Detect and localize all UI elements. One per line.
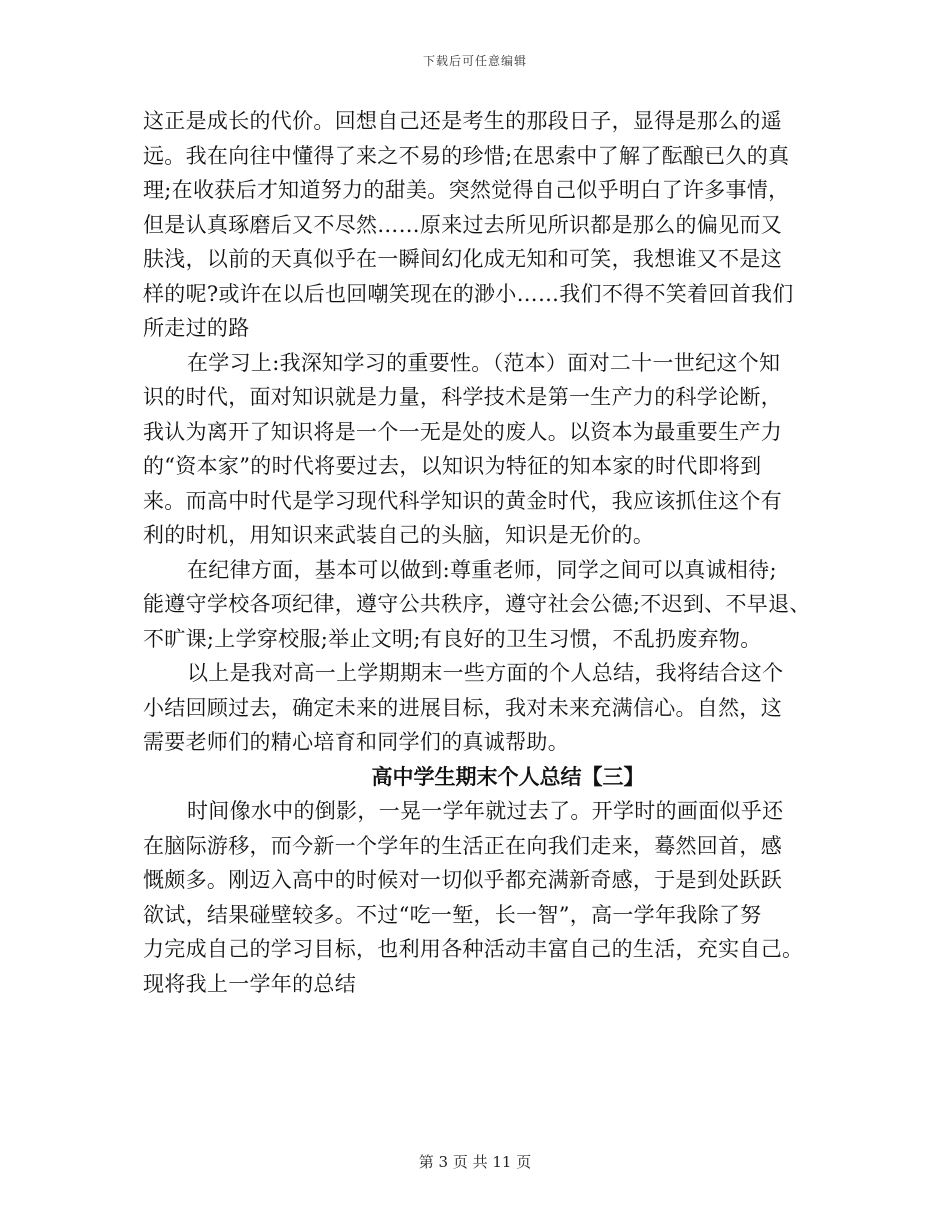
text-line: 以上是我对高一上学期期末一些方面的个人总结，我将结合这个 bbox=[187, 661, 784, 685]
text-line: 需要老师们的精心培育和同学们的真诚帮助。 bbox=[143, 730, 569, 754]
text-line: 在纪律方面，基本可以做到:尊重老师，同学之间可以真诚相待; bbox=[187, 557, 777, 582]
text-line: 的“资本家”的时代将要过去，以知识为特征的知本家的时代即将到 bbox=[143, 454, 762, 478]
text-line: 利的时机，用知识来武装自己的头脑，知识是无价的。 bbox=[143, 523, 655, 547]
text-line: 肤浅，以前的天真似乎在一瞬间幻化成无知和可笑，我想谁又不是这 bbox=[143, 247, 782, 271]
text-line: 能遵守学校各项纪律，遵守公共秩序，遵守社会公德;不迟到、不早退、 bbox=[143, 592, 811, 616]
text-line: 小结回顾过去，确定未来的进展目标，我对未来充满信心。自然，这 bbox=[143, 695, 782, 720]
page-header: 下载后可任意编辑 bbox=[422, 54, 527, 68]
text-line: 慨颇多。刚迈入高中的时候对一切似乎都充满新奇感，于是到处跃跃 bbox=[143, 868, 782, 892]
text-line: 欲试，结果碰壁较多。不过“吃一堑，长一智”，高一学年我除了努 bbox=[143, 902, 762, 927]
page-number-footer: 第 3 页 共 11 页 bbox=[418, 1153, 532, 1171]
text-line: 但是认真琢磨后又不尽然……原来过去所见所识都是那么的偏见而又 bbox=[143, 212, 782, 237]
text-line: 在学习上:我深知学习的重要性。（范本）面对二十一世纪这个知 bbox=[187, 350, 781, 375]
text-line: 远。我在向往中懂得了来之不易的珍惜;在思索中了解了酝酿已久的真 bbox=[143, 143, 790, 168]
text-line: 这正是成长的代价。回想自己还是考生的那段日子，显得是那么的遥 bbox=[143, 109, 782, 133]
document-body bbox=[143, 104, 833, 1001]
paragraph-discipline bbox=[143, 553, 833, 657]
paragraph-1 bbox=[143, 104, 833, 346]
text-line: 力完成自己的学习目标，也利用各种活动丰富自己的生活，充实自己。 bbox=[143, 937, 804, 961]
paragraph-conclusion bbox=[143, 656, 833, 760]
text-line: 在脑际游移，而今新一个学年的生活正在向我们走来，蓦然回首，感 bbox=[143, 833, 782, 858]
text-line: 所走过的路 bbox=[143, 316, 250, 340]
text-line: 现将我上一学年的总结 bbox=[143, 971, 356, 996]
text-line: 来。而高中时代是学习现代科学知识的黄金时代，我应该抓住这个有 bbox=[143, 488, 782, 513]
text-line: 我认为离开了知识将是一个一无是处的废人。以资本为最重要生产力 bbox=[143, 419, 782, 444]
paragraph-section-three bbox=[143, 794, 833, 1001]
text-line: 时间像水中的倒影，一晃一学年就过去了。开学时的画面似乎还 bbox=[187, 799, 784, 823]
section-title: 高中学生期末个人总结【三】 bbox=[371, 763, 645, 789]
text-line: 理;在收获后才知道努力的甜美。突然觉得自己似乎明白了许多事情， bbox=[143, 178, 790, 202]
text-line: 样的呢?或许在以后也回嘲笑现在的渺小……我们不得不笑着回首我们 bbox=[143, 281, 794, 306]
text-line: 不旷课;上学穿校服;举止文明;有良好的卫生习惯，不乱扔废弃物。 bbox=[143, 626, 762, 651]
paragraph-study bbox=[143, 346, 833, 553]
text-line: 识的时代，面对知识就是力量，科学技术是第一生产力的科学论断， bbox=[143, 385, 782, 409]
